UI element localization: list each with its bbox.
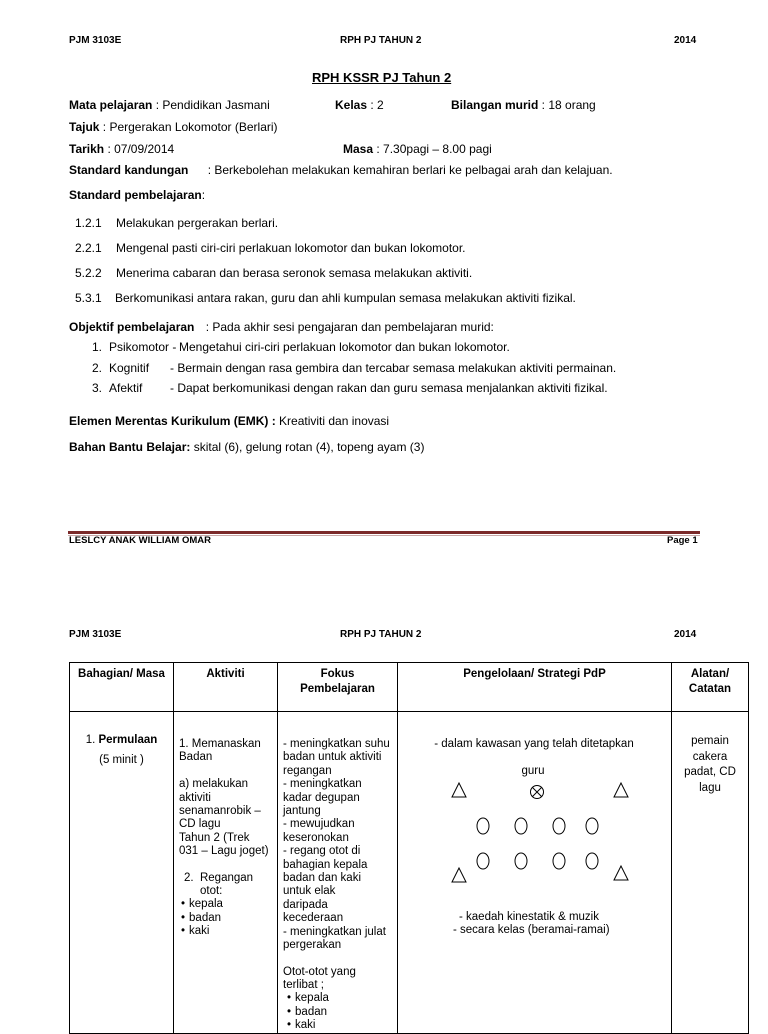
- masa-label: Masa: [343, 142, 374, 156]
- cell-alatan: [672, 712, 749, 1034]
- standard-pembelajaran-colon: :: [201, 188, 206, 202]
- student-circle: [586, 853, 598, 869]
- alatan-line: lagu: [699, 781, 721, 794]
- formation-diagram: [398, 712, 671, 1032]
- list-item: • kaki: [181, 925, 277, 938]
- bbb-label: Bahan Bantu Belajar:: [69, 440, 191, 454]
- list-item: • kaki: [287, 1019, 397, 1032]
- otot-line: Otot-otot yang: [283, 965, 356, 978]
- col-header-bahagian: Bahagian/ Masa: [70, 663, 174, 712]
- student-circle: [553, 853, 565, 869]
- fokus-line: - meningkatkan suhu: [283, 738, 390, 750]
- standard-text: Melakukan pergerakan berlari.: [116, 216, 279, 230]
- fokus-line: - meningkatkan: [283, 778, 362, 791]
- cell-bahagian: [70, 712, 174, 1034]
- student-circle: [515, 853, 527, 869]
- alatan-line: cakera: [692, 750, 728, 763]
- col-header-alatan: Alatan/ Catatan: [672, 663, 749, 712]
- regangan-bullets: [179, 898, 277, 938]
- standard-item: [75, 266, 472, 280]
- footer-rule: [68, 531, 700, 534]
- standard-kandungan-label: Standard kandungan: [69, 163, 189, 177]
- strategi-area-text: - dalam kawasan yang telah ditetapkan: [434, 738, 634, 750]
- objektif-label: Objektif pembelajaran: [69, 320, 195, 334]
- strategi-note: - secara kelas (beramai-ramai): [453, 924, 610, 936]
- objective-domain: Psikomotor -: [109, 340, 177, 354]
- fokus-line: keseronokan: [283, 831, 349, 844]
- guru-label: guru: [521, 765, 545, 777]
- col-header-fokus: Fokus Pembelajaran: [278, 663, 398, 712]
- standard-code: 5.2.2: [75, 266, 102, 280]
- col-header-aktiviti: Aktiviti: [174, 663, 278, 712]
- fokus-line: daripada: [283, 898, 328, 911]
- page1-header-title: RPH PJ TAHUN 2: [340, 35, 422, 46]
- objektif-value: : Pada akhir sesi pengajaran dan pembelajaran murid:: [202, 320, 494, 334]
- otot-bullets: [283, 992, 397, 1032]
- tarikh-row: [69, 142, 174, 156]
- masa-value: : 7.30pagi – 8.00 pagi: [373, 142, 492, 156]
- student-circle: [586, 818, 598, 834]
- student-circle: [477, 853, 489, 869]
- fokus-line: untuk elak: [283, 885, 336, 898]
- objective-domain: Kognitif: [109, 361, 150, 375]
- page1-header-year: 2014: [674, 35, 697, 46]
- fokus-line: kadar degupan: [283, 791, 360, 804]
- list-item: • badan: [287, 1006, 397, 1019]
- page1-header-code: PJM 3103E: [69, 35, 122, 46]
- aktiviti-line: 1. Memanaskan: [179, 738, 261, 750]
- emk-label: Elemen Merentas Kurikulum (EMK) :: [69, 414, 276, 428]
- page2-header-year: 2014: [674, 629, 697, 640]
- fokus-line: badan untuk aktiviti: [283, 751, 382, 764]
- standard-code: 1.2.1: [75, 216, 102, 230]
- student-circle: [515, 818, 527, 834]
- objective-item: [92, 361, 616, 375]
- emk-row: [69, 414, 389, 428]
- fokus-line: pergerakan: [283, 939, 342, 952]
- fokus-line: - meningkatkan julat: [283, 925, 386, 938]
- bilangan-row: [451, 98, 596, 112]
- aktiviti-line: aktiviti: [179, 791, 211, 804]
- mata-pelajaran-value: : Pendidikan Jasmani: [152, 98, 270, 112]
- aktiviti-line: senamanrobik –: [179, 805, 261, 818]
- kelas-value: : 2: [367, 98, 384, 112]
- page2-header-title: RPH PJ TAHUN 2: [340, 629, 422, 640]
- standard-text: Berkomunikasi antara rakan, guru dan ahli kumpulan semasa melakukan aktiviti fizikal.: [115, 291, 576, 305]
- list-item: • kepala: [181, 898, 277, 911]
- objective-domain: Afektif: [109, 381, 143, 395]
- col-header-strategi: Pengelolaan/ Strategi PdP: [398, 663, 672, 712]
- fokus-line: kecederaan: [283, 912, 344, 925]
- cell-fokus: [278, 712, 398, 1034]
- standard-kandungan-row: [69, 163, 613, 177]
- footer-author: LESLCY ANAK WILLIAM OMAR: [69, 535, 211, 546]
- objective-item: [92, 381, 608, 395]
- fokus-line: - regang otot di: [283, 845, 361, 858]
- strategi-note: - kaedah kinestatik & muzik: [459, 911, 599, 923]
- objective-num: 3.: [92, 381, 103, 395]
- standard-code: 2.2.1: [75, 241, 102, 255]
- student-circle: [553, 818, 565, 834]
- cell-aktiviti: [174, 712, 278, 1034]
- fokus-line: regangan: [283, 764, 332, 777]
- aktiviti-spacer: [179, 765, 277, 778]
- regangan-line: 2. Regangan: [184, 871, 254, 884]
- bahagian-title: 1. Permulaan: [85, 734, 158, 746]
- tajuk-value: : Pergerakan Lokomotor (Berlari): [99, 120, 278, 134]
- cell-strategi: [398, 712, 672, 1034]
- standard-item: [75, 241, 466, 255]
- alatan-line: pemain: [691, 735, 729, 747]
- bbb-row: [69, 440, 424, 454]
- fokus-line: jantung: [283, 805, 321, 818]
- regangan-line: otot:: [184, 885, 223, 898]
- mata-pelajaran-label: Mata pelajaran: [69, 98, 153, 112]
- mata-pelajaran-row: [69, 98, 270, 112]
- standard-text: Menerima cabaran dan berasa seronok semasa melakukan aktiviti.: [116, 266, 473, 280]
- page2-header-code: PJM 3103E: [69, 629, 122, 640]
- list-item: • kepala: [287, 992, 397, 1005]
- standard-pembelajaran-heading: [69, 188, 205, 202]
- bilangan-value: : 18 orang: [538, 98, 596, 112]
- aktiviti-line: CD lagu: [179, 818, 221, 831]
- kelas-label: Kelas: [335, 98, 368, 112]
- objective-num: 2.: [92, 361, 103, 375]
- bilangan-label: Bilangan murid: [451, 98, 539, 112]
- standard-item: [75, 291, 576, 305]
- objective-item: [92, 340, 510, 354]
- fokus-line: bahagian kepala: [283, 858, 368, 871]
- otot-line: terlibat ;: [283, 978, 324, 991]
- aktiviti-line: 031 – Lagu joget): [179, 845, 269, 858]
- tajuk-label: Tajuk: [69, 120, 100, 134]
- doc-title: RPH KSSR PJ Tahun 2: [312, 70, 452, 85]
- tarikh-label: Tarikh: [69, 142, 105, 156]
- objektif-row: [69, 320, 494, 334]
- standard-code: 5.3.1: [75, 291, 102, 305]
- table-row: [70, 712, 749, 1034]
- lesson-plan-table: [69, 662, 749, 1034]
- cone-triangle: [452, 783, 466, 797]
- emk-value: Kreativiti dan inovasi: [275, 414, 390, 428]
- footer-page: Page 1: [667, 535, 698, 546]
- fokus-line: badan dan kaki: [283, 872, 362, 885]
- standard-pembelajaran-label: Standard pembelajaran: [69, 188, 202, 202]
- masa-row: [343, 142, 492, 156]
- cone-triangle: [614, 783, 628, 797]
- objective-text: - Dapat berkomunikasi dengan rakan dan guru semasa menjalankan aktiviti fizikal.: [170, 381, 608, 395]
- standard-text: Mengenal pasti ciri-ciri perlakuan lokomotor dan bukan lokomotor.: [116, 241, 466, 255]
- standard-item: [75, 216, 278, 230]
- kelas-row: [335, 98, 384, 112]
- objective-text: - Bermain dengan rasa gembira dan tercabar semasa melakukan aktiviti permainan.: [170, 361, 617, 375]
- cone-triangle: [452, 868, 466, 882]
- tajuk-row: [69, 120, 278, 134]
- fokus-line: - mewujudkan: [283, 818, 355, 831]
- aktiviti-line: a) melakukan: [179, 778, 249, 791]
- tarikh-value: : 07/09/2014: [104, 142, 175, 156]
- aktiviti-line: Badan: [179, 751, 213, 764]
- cone-triangle: [614, 866, 628, 880]
- student-circle: [477, 818, 489, 834]
- objective-text: Mengetahui ciri-ciri perlakuan lokomotor dan bukan lokomotor.: [179, 340, 510, 354]
- alatan-line: padat, CD: [684, 766, 736, 778]
- table-header-row: [70, 663, 749, 712]
- objective-num: 1.: [92, 340, 103, 354]
- aktiviti-line: Tahun 2 (Trek: [179, 831, 250, 844]
- standard-kandungan-value: : Berkebolehan melakukan kemahiran berlari ke pelbagai arah dan kelajuan.: [207, 163, 613, 177]
- teacher-marker: [531, 786, 544, 799]
- bahagian-time: (5 minit ): [99, 754, 144, 767]
- list-item: • badan: [181, 912, 277, 925]
- bbb-value: skital (6), gelung rotan (4), topeng ayam (3): [190, 440, 425, 454]
